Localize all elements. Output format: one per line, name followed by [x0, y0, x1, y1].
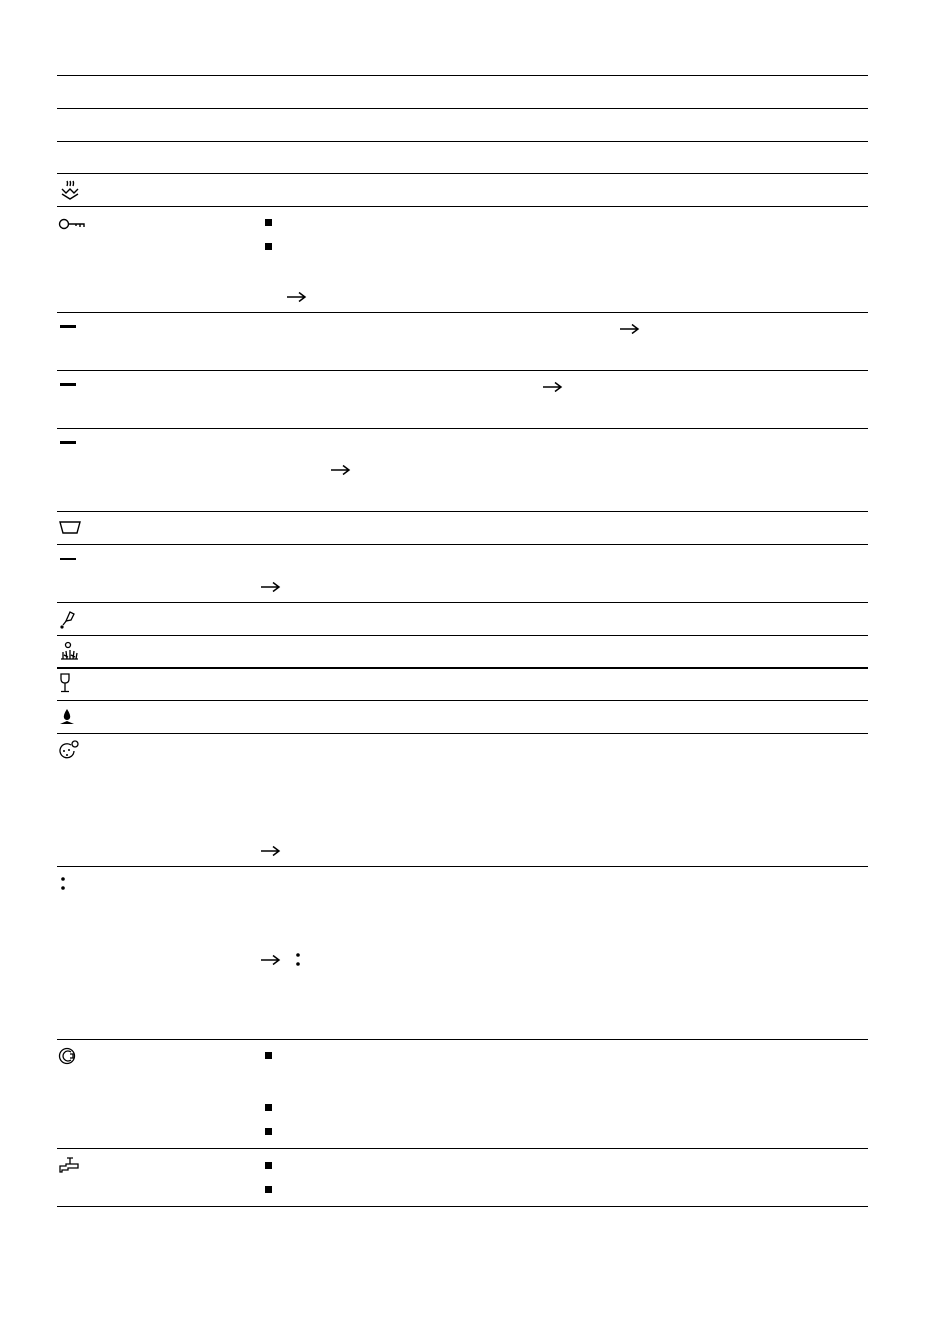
- arrow-right-icon: [261, 953, 281, 965]
- table-rule: [57, 75, 868, 76]
- table-rule: [57, 667, 868, 669]
- table-rule: [57, 173, 868, 174]
- table-rule: [57, 1206, 868, 1207]
- table-rule: [57, 1148, 868, 1149]
- dash-icon: [58, 320, 82, 332]
- table-rule: [57, 108, 868, 109]
- colon-icon: [295, 952, 301, 968]
- list-bullet: [265, 1128, 272, 1135]
- table-rule: [57, 206, 868, 207]
- table-rule: [57, 866, 868, 867]
- list-bullet: [265, 1162, 272, 1169]
- basket-tub-icon: [58, 519, 82, 535]
- list-bullet: [265, 1186, 272, 1193]
- table-rule: [57, 700, 868, 701]
- table-rule: [57, 733, 868, 734]
- wine-glass-icon: [58, 673, 82, 693]
- water-drop-icon: [58, 707, 82, 727]
- table-rule: [57, 544, 868, 545]
- arrow-right-icon: [287, 290, 307, 302]
- table-rule: [57, 635, 868, 636]
- arrow-right-icon: [261, 580, 281, 592]
- table-rule: [57, 602, 868, 603]
- table-rule: [57, 312, 868, 313]
- hygiene-plus-icon: [58, 641, 82, 661]
- table-rule: [57, 428, 868, 429]
- table-rule: [57, 1039, 868, 1040]
- time-delay-icon: [58, 1046, 82, 1066]
- arrow-right-icon: [331, 463, 351, 475]
- rinse-aid-icon: [58, 609, 82, 629]
- table-rule: [57, 511, 868, 512]
- dash-icon: [58, 552, 82, 564]
- dash-icon: [58, 436, 82, 448]
- list-bullet: [265, 1104, 272, 1111]
- arrow-right-icon: [620, 322, 640, 334]
- child-lock-key-icon: [58, 214, 86, 234]
- dash-icon: [58, 378, 82, 390]
- water-tap-icon: [58, 1154, 82, 1174]
- intensive-zone-icon: [58, 180, 82, 200]
- colon-icon: [60, 876, 66, 892]
- auto-program-icon: [58, 740, 82, 760]
- table-rule: [57, 141, 868, 142]
- arrow-right-icon: [261, 844, 281, 856]
- table-rule: [57, 370, 868, 371]
- list-bullet: [265, 1052, 272, 1059]
- list-bullet: [265, 243, 272, 250]
- arrow-right-icon: [543, 380, 563, 392]
- list-bullet: [265, 219, 272, 226]
